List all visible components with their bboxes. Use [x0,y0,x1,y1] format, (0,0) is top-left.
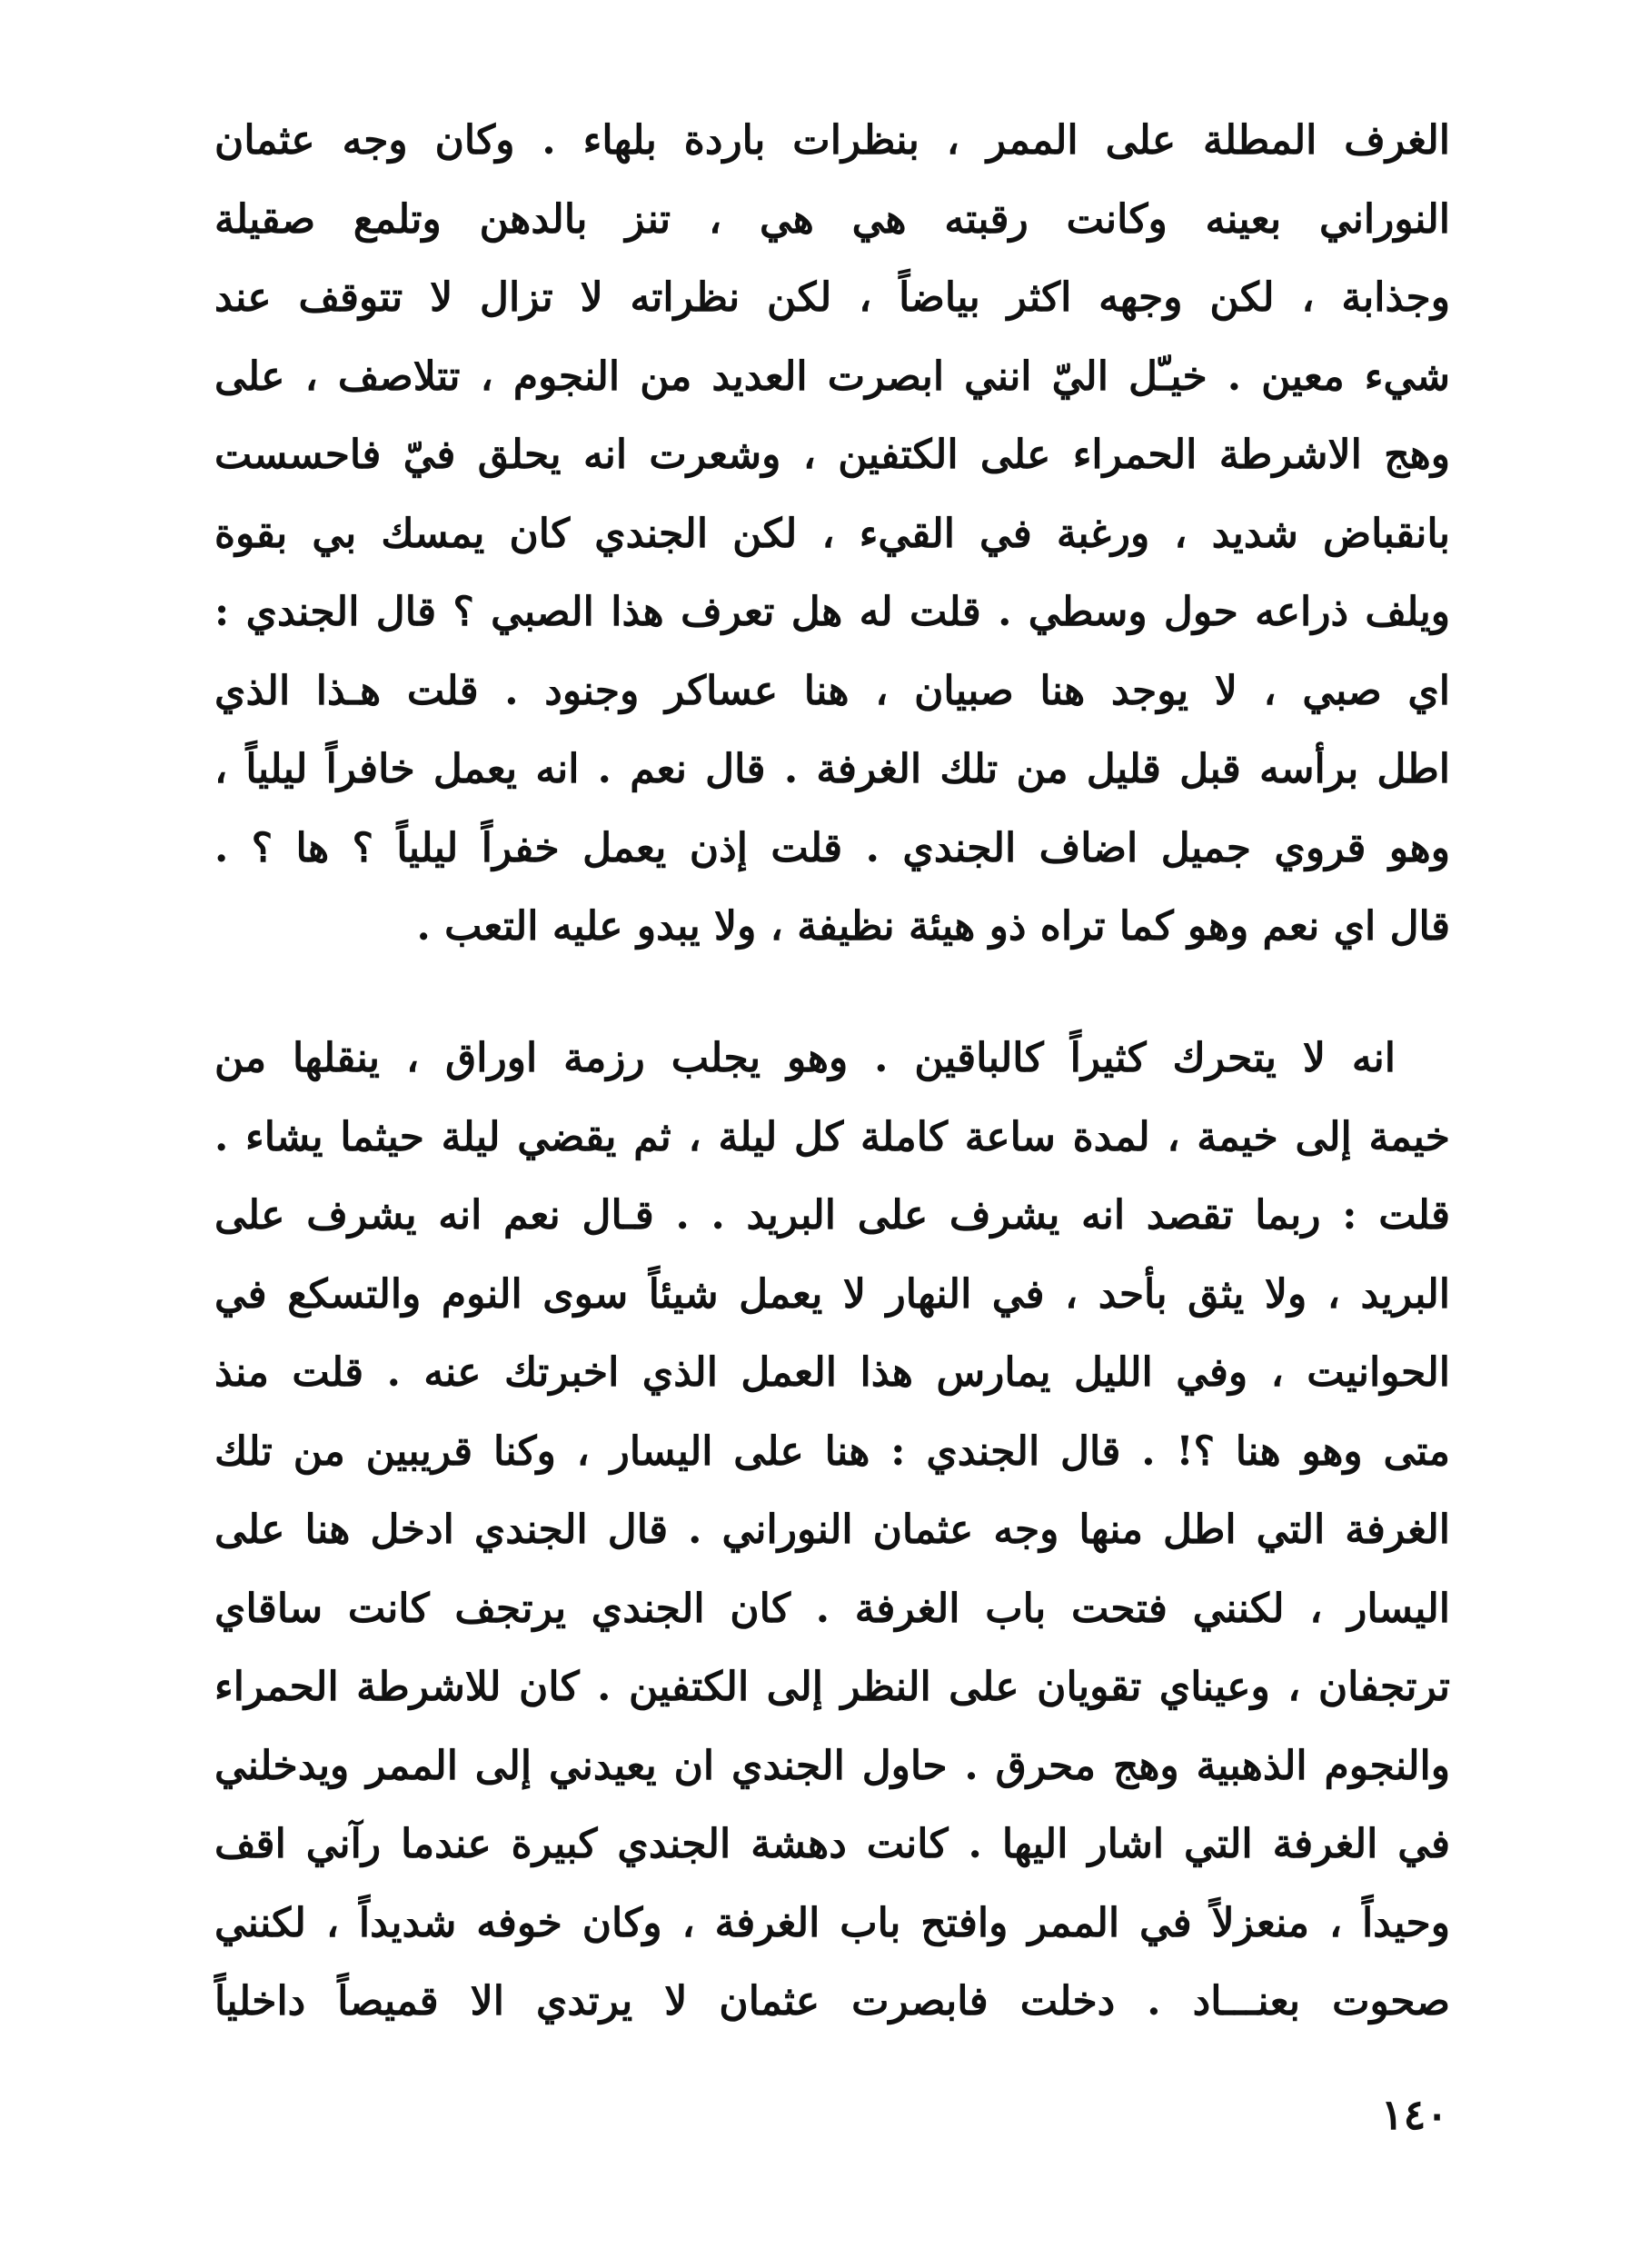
paragraph-1 [214,102,1450,967]
text-line: والنجوم الذهبية وهج محرق . حاول الجندي ان يعيدني إلى الممر ويدخلني [214,1742,1450,1789]
text-line: الغرف المطلة على الممر ، بنظرات باردة بلهاء . وكان وجه عثمان [214,117,1450,164]
text-line: صحوت بعنـــاد . دخلت فابصرت عثمان لا يرتدي الا قميصاً داخلياً [214,1978,1450,2024]
text-line: في الغرفة التي اشار اليها . كانت دهشة الجندي كبيرة عندما رآني اقف [214,1821,1450,1867]
text-line: بانقباض شديد ، ورغبة في القيء ، لكن الجندي كان يمسك بي بقوة [214,510,1450,557]
text-line: وحيداً ، منعزلاً في الممر وافتح باب الغرفة ، وكان خوفه شديداً ، لكنني [214,1899,1450,1946]
text-line: خيمة إلى خيمة ، لمدة ساعة كاملة كل ليلة ، ثم يقضي ليلة حيثما يشاء . [214,1113,1451,1160]
paragraph-2 [214,1020,1450,2042]
text-line: ترتجفان ، وعيناي تقويان على النظر إلى الكتفين . كان للاشرطة الحمراء [214,1664,1450,1710]
text-line: انه لا يتحرك كثيراً كالباقين . وهو يجلب رزمة اوراق ، ينقلها من [214,1035,1396,1081]
text-line: وجذابة ، لكن وجهه اكثر بياضاً ، لكن نظراته لا تزال لا تتوقف عند [214,274,1450,321]
text-line: وهج الاشرطة الحمراء على الكتفين ، وشعرت انه يحلق فيّ فاحسست [214,432,1450,478]
text-line: قال اي نعم وهو كما تراه ذو هيئة نظيفة ، ولا يبدو عليه التعب . [416,903,1450,950]
text-line: الغرفة التي اطل منها وجه عثمان النوراني . قال الجندي ادخل هنا على [214,1507,1450,1553]
text-line: شيء معين . خيـّل اليّ انني ابصرت العديد من النجوم ، تتلاصف ، على [214,353,1450,400]
text-line: النوراني بعينه وكانت رقبته هي هي ، تنز بالدهن وتلمع صقيلة [214,195,1450,243]
page-number: ١٤٠ [1380,2090,1448,2139]
text-line: البريد ، ولا يثق بأحد ، في النهار لا يعمل شيئاً سوى النوم والتسكع في [214,1270,1450,1318]
text-line: اي صبي ، لا يوجد هنا صبيان ، هنا عساكر وجنود . قلت هـذا الذي [214,667,1450,714]
text-line: وهو قروي جميل اضاف الجندي . قلت إذن يعمل خفراً ليلياً ؟ ها ؟ . [214,824,1450,871]
text-line: ويلف ذراعه حول وسطي . قلت له هل تعرف هذا الصبي ؟ قال الجندي : [214,589,1450,635]
text-line: اطل برأسه قبل قليل من تلك الغرفة . قال نعم . انه يعمل خافراً ليلياً ، [214,746,1450,792]
text-line: متى وهو هنا ؟! . قال الجندي : هنا على اليسار ، وكنا قريبين من تلك [214,1427,1450,1475]
text-line: اليسار ، لكنني فتحت باب الغرفة . كان الجندي يرتجف كانت ساقاي [214,1585,1450,1632]
text-line: الحوانيت ، وفي الليل يمارس هذا العمل الذي اخبرتك عنه . قلت منذ [214,1349,1450,1396]
text-line: قلت : ربما تقصد انه يشرف على البريد . . قـال نعم انه يشرف على [214,1192,1450,1238]
